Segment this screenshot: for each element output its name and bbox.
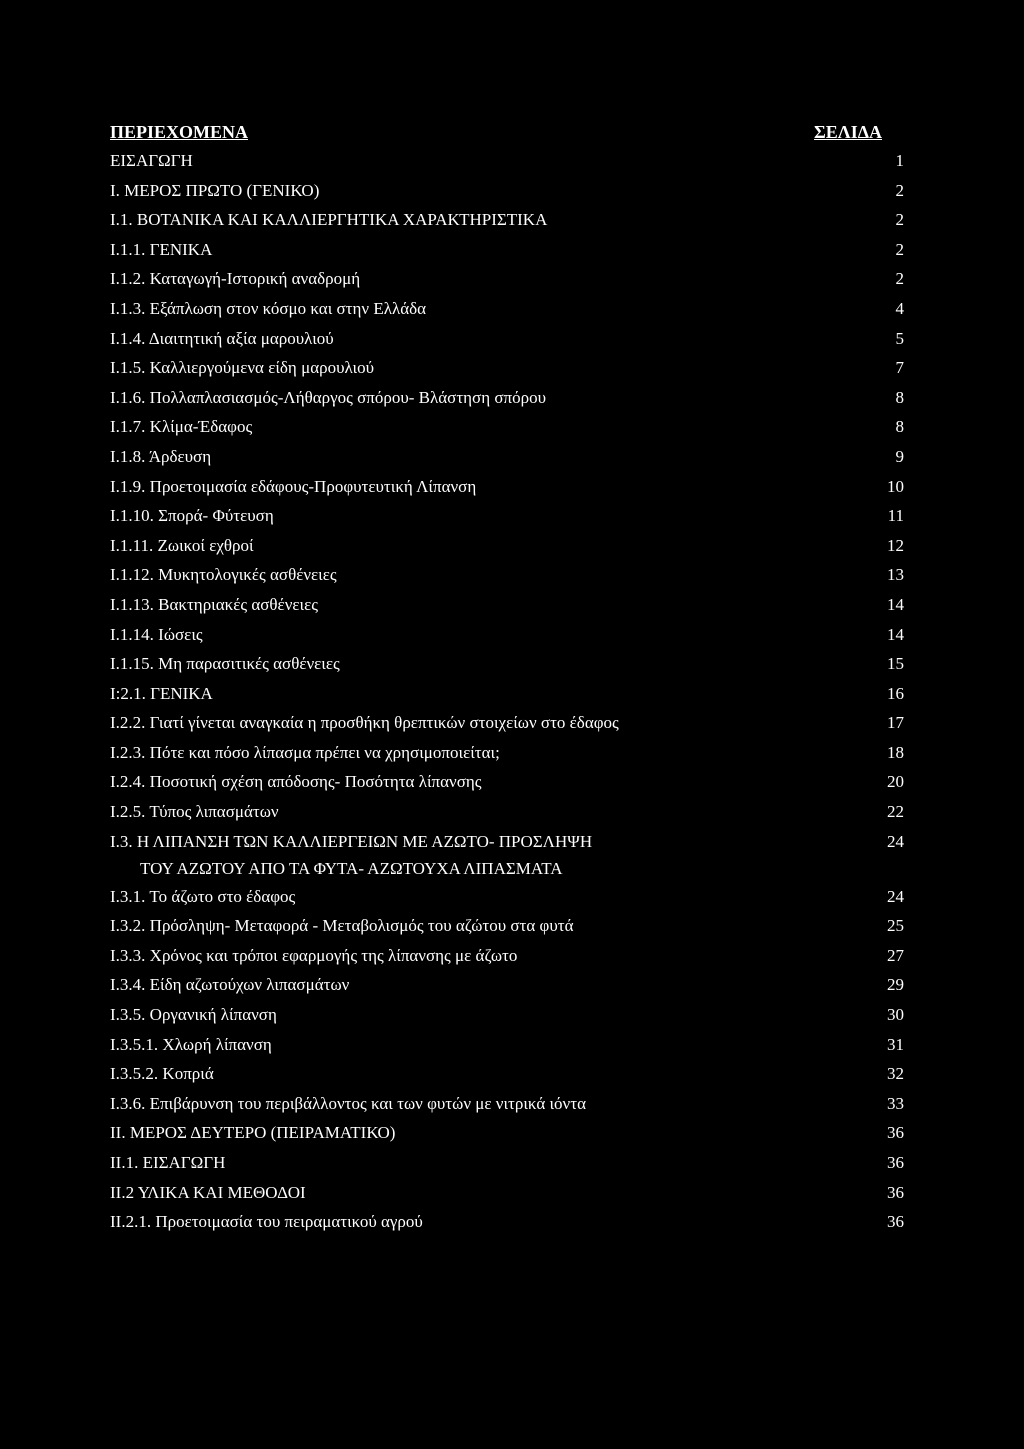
toc-entry	[110, 1061, 910, 1091]
toc-entry-title: Ι.3.6. Επιβάρυνση του περιβάλλοντος και των φυτών με νιτρικά ιόντα	[110, 1093, 586, 1113]
toc-entry	[110, 355, 910, 385]
toc-entry	[110, 943, 910, 973]
toc-entry	[110, 414, 910, 444]
toc-entry-title: Ι.1.11. Ζωικοί εχθροί	[110, 535, 254, 555]
contents-heading: ΠΕΡΙΕΧΟΜΕΝΑ	[110, 122, 249, 142]
toc-entry	[110, 829, 910, 884]
toc-entry	[110, 1032, 910, 1062]
toc-entry-title: Ι.1. ΒΟΤΑΝΙΚΑ ΚΑΙ ΚΑΛΛΙΕΡΓΗΤΙΚΑ ΧΑΡΑΚΤΗΡΙΣΤΙΚΑ	[110, 210, 548, 230]
toc-entry	[110, 972, 910, 1002]
toc-entry	[110, 562, 910, 592]
toc-entry-page-number: 13	[887, 565, 904, 585]
toc-entry-title: Ι.1.3. Εξάπλωση στον κόσμο και στην Ελλάδα	[110, 298, 427, 318]
toc-entry	[110, 503, 910, 533]
toc-entry-title: Ι.1.7. Κλίμα-Έδαφος	[110, 417, 253, 437]
toc-entry-page-number: 2	[895, 239, 904, 259]
toc-entry-title: ΙΙ.1. ΕΙΣΑΓΩΓΗ	[110, 1153, 226, 1172]
toc-entry-title: Ι.2.5. Τύπος λιπασμάτων	[110, 802, 279, 822]
toc-entry-title: ΕΙΣΑΓΩΓΗ	[110, 151, 193, 170]
toc-entry-title: Ι.3.4. Είδη αζωτούχων λιπασμάτων	[110, 975, 350, 995]
toc-entry-page-number: 2	[895, 180, 904, 200]
toc-entry-page-number: 36	[887, 1182, 904, 1202]
table-of-contents	[110, 148, 910, 1239]
toc-entry-page-number: 24	[887, 886, 904, 906]
toc-entry-title: Ι.1.15. Μη παρασιτικές ασθένειες	[110, 654, 340, 674]
toc-entry	[110, 913, 910, 943]
toc-entry-page-number: 10	[887, 476, 904, 496]
toc-entry	[110, 681, 910, 711]
toc-entry	[110, 1150, 910, 1180]
toc-entry	[110, 533, 910, 563]
toc-entry	[110, 592, 910, 622]
toc-entry-title: Ι.3.5. Οργανική λίπανση	[110, 1005, 277, 1025]
toc-entry-page-number: 36	[887, 1212, 904, 1232]
toc-entry	[110, 385, 910, 415]
toc-entry-page-number: 11	[887, 506, 904, 526]
toc-entry-page-number: 8	[895, 417, 904, 437]
toc-entry	[110, 710, 910, 740]
toc-entry-page-number: 1	[895, 151, 904, 170]
toc-entry-title: Ι.1.4. Διαιτητική αξία μαρουλιού	[110, 328, 334, 348]
toc-entry-title: Ι.2.3. Πότε και πόσο λίπασμα πρέπει να χρησιμοποιείται;	[110, 742, 500, 762]
toc-entry-page-number: 33	[887, 1093, 904, 1113]
toc-entry-page-number: 4	[895, 298, 904, 318]
toc-entry-page-number: 15	[887, 654, 904, 674]
toc-entry-title: Ι:2.1. ΓΕΝΙΚΑ	[110, 683, 213, 703]
toc-entry-title: ΙΙ.2.1. Προετοιμασία του πειραματικού αγρού	[110, 1212, 423, 1232]
toc-entry	[110, 1091, 910, 1121]
toc-entry-title: ΙΙ.2 ΥΛΙΚΑ ΚΑΙ ΜΕΘΟΔΟΙ	[110, 1182, 306, 1202]
toc-entry-title: Ι.1.10. Σπορά- Φύτευση	[110, 506, 274, 526]
toc-entry	[110, 1002, 910, 1032]
toc-entry-title: Ι.2.4. Ποσοτική σχέση απόδοσης- Ποσότητα λίπανσης	[110, 772, 482, 792]
toc-entry	[110, 444, 910, 474]
toc-entry-title: Ι.1.13. Βακτηριακές ασθένειες	[110, 594, 318, 614]
toc-entry	[110, 148, 910, 178]
toc-entry-title: Ι.3.1. Το άζωτο στο έδαφος	[110, 886, 296, 906]
toc-entry-page-number: 20	[887, 772, 904, 792]
toc-entry	[110, 622, 910, 652]
toc-entry	[110, 1180, 910, 1210]
toc-entry-page-number: 2	[895, 269, 904, 289]
toc-entry	[110, 207, 910, 237]
toc-entry-page-number: 2	[895, 210, 904, 230]
toc-entry-title: Ι.1.5. Καλλιεργούμενα είδη μαρουλιού	[110, 358, 375, 378]
toc-entry-title: Ι.3.2. Πρόσληψη- Μεταφορά - Μεταβολισμός του αζώτου στα φυτά	[110, 916, 574, 936]
toc-entry	[110, 884, 910, 914]
toc-entry	[110, 740, 910, 770]
toc-header	[110, 122, 910, 148]
toc-entry-title: Ι.3.3. Χρόνος και τρόποι εφαρμογής της λίπανσης με άζωτο	[110, 945, 518, 965]
toc-entry-page-number: 5	[895, 328, 904, 348]
toc-entry-page-number: 16	[887, 683, 904, 703]
toc-entry	[110, 651, 910, 681]
toc-entry-page-number: 22	[887, 802, 904, 822]
toc-entry-page-number: 18	[887, 742, 904, 762]
toc-entry-page-number: 29	[887, 975, 904, 995]
toc-entry-page-number: 32	[887, 1064, 904, 1084]
toc-entry	[110, 178, 910, 208]
toc-entry	[110, 1120, 910, 1150]
toc-entry-page-number: 25	[887, 916, 904, 936]
toc-entry-page-number: 17	[887, 713, 904, 733]
toc-entry-page-number: 24	[887, 831, 904, 851]
toc-entry-title: Ι.1.1. ΓΕΝΙΚΑ	[110, 239, 213, 259]
toc-entry-title: Ι.1.9. Προετοιμασία εδάφους-Προφυτευτική Λίπανση	[110, 476, 477, 496]
toc-entry-title: Ι. ΜΕΡΟΣ ΠΡΩΤΟ (ΓΕΝΙΚΟ)	[110, 180, 320, 200]
toc-entry-page-number: 9	[895, 446, 904, 466]
toc-entry-page-number: 7	[895, 358, 904, 378]
toc-entry-title: Ι.3.5.2. Κοπριά	[110, 1064, 214, 1084]
toc-entry-page-number: 12	[887, 535, 904, 555]
toc-entry-title: Ι.1.8. Άρδευση	[110, 446, 212, 466]
toc-entry-title: ΙΙ. ΜΕΡΟΣ ΔΕΥΤΕΡΟ (ΠΕΙΡΑΜΑΤΙΚΟ)	[110, 1123, 396, 1143]
toc-entry-page-number: 8	[895, 387, 904, 407]
toc-entry	[110, 474, 910, 504]
toc-entry-page-number: 31	[887, 1034, 904, 1054]
toc-entry-title: Ι.1.14. Ιώσεις	[110, 624, 203, 644]
toc-entry-page-number: 14	[887, 594, 904, 614]
toc-entry-title: Ι.3.5.1. Χλωρή λίπανση	[110, 1034, 272, 1054]
page-column-heading: ΣΕΛΙΔΑ	[814, 122, 882, 142]
toc-entry	[110, 769, 910, 799]
toc-entry-title: Ι.1.6. Πολλαπλασιασμός-Λήθαργος σπόρου- Βλάστηση σπόρου	[110, 387, 547, 407]
toc-entry	[110, 1209, 910, 1239]
toc-entry-page-number: 14	[887, 624, 904, 644]
toc-entry-title-continued: ΤΟΥ ΑΖΩΤΟΥ ΑΠΟ ΤΑ ΦΥΤΑ- ΑΖΩΤΟΥΧΑ ΛΙΠΑΣΜΑΤΑ	[140, 858, 563, 878]
toc-entry-title: Ι.2.2. Γιατί γίνεται αναγκαία η προσθήκη θρεπτικών στοιχείων στο έδαφος	[110, 713, 619, 733]
toc-entry	[110, 237, 910, 267]
toc-entry-title: Ι.3. Η ΛΙΠΑΝΣΗ ΤΩΝ ΚΑΛΛΙΕΡΓΕΙΩΝ ΜΕ ΑΖΩΤΟ- ΠΡΟΣΛΗΨΗ	[110, 831, 593, 851]
toc-entry-title: Ι.1.2. Καταγωγή-Ιστορική αναδρομή	[110, 269, 361, 289]
toc-entry-title: Ι.1.12. Μυκητολογικές ασθένειες	[110, 565, 337, 585]
toc-entry-page-number: 36	[887, 1123, 904, 1143]
toc-entry	[110, 296, 910, 326]
toc-entry	[110, 326, 910, 356]
toc-entry-page-number: 27	[887, 945, 904, 965]
toc-entry	[110, 799, 910, 829]
toc-entry	[110, 266, 910, 296]
toc-entry-page-number: 30	[887, 1005, 904, 1025]
toc-entry-page-number: 36	[887, 1153, 904, 1172]
